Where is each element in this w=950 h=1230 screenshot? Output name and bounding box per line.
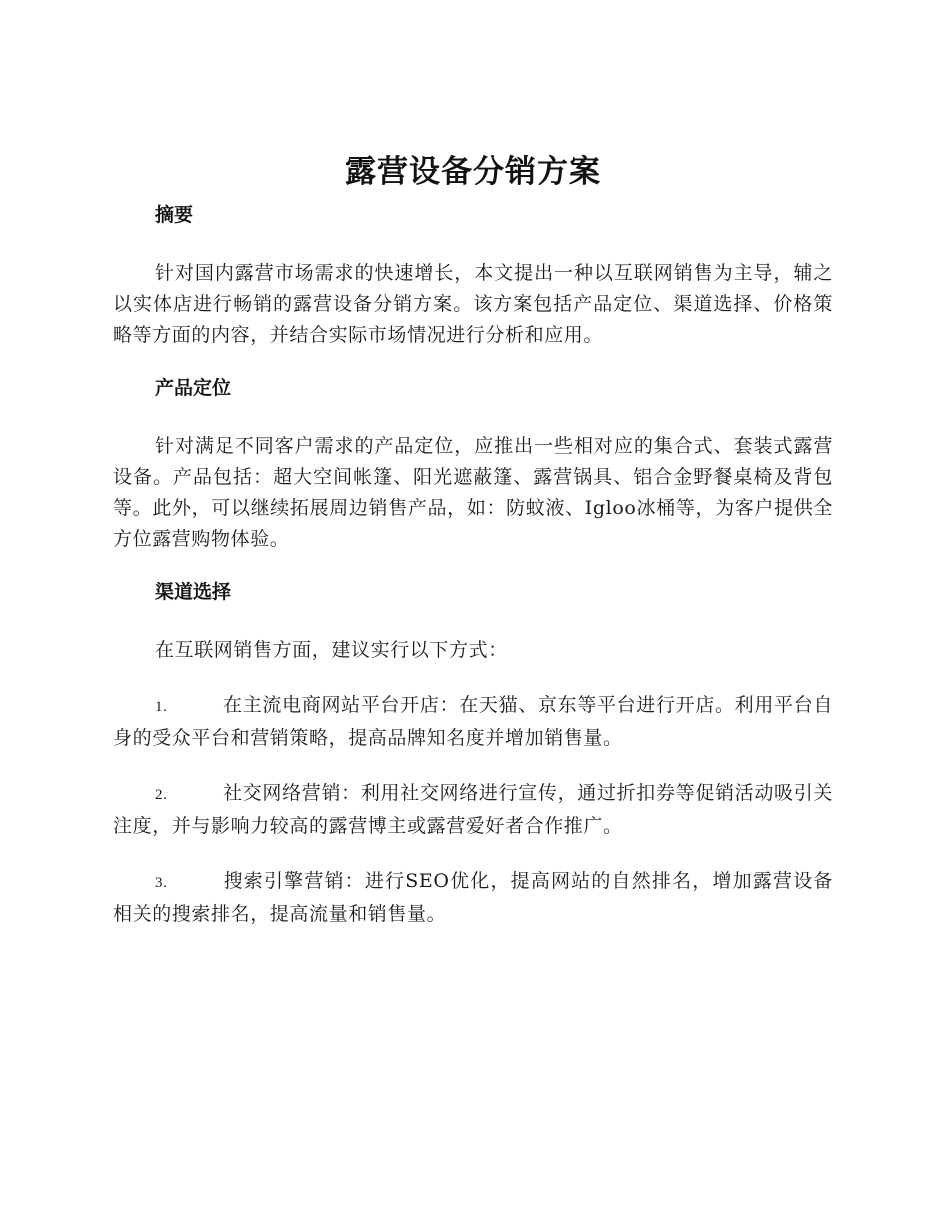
document-title: 露营设备分销方案 — [345, 154, 601, 190]
list-item — [113, 778, 833, 842]
list-number: 2. — [155, 787, 168, 803]
list-item-text: 搜索引擎营销：进行SEO优化，提高网站的自然排名，增加露营设备相关的搜索排名，提高流量和销售量。 — [113, 870, 833, 925]
section-heading-abstract: 摘要 — [155, 204, 194, 226]
channels-intro-paragraph: 在互联网销售方面，建议实行以下方式： — [155, 639, 508, 661]
list-item — [113, 866, 833, 930]
section-heading-positioning: 产品定位 — [155, 377, 232, 399]
positioning-paragraph: 针对满足不同客户需求的产品定位，应推出一些相对应的集合式、套装式露营设备。产品包括：超大空间帐篷、阳光遮蔽篷、露营锅具、铝合金野餐桌椅及背包等。此外，可以继续拓展周边销售产品，如：防蚊液、Igloo冰桶等，为客户提供全方位露营购物体验。 — [113, 435, 833, 550]
document-page — [113, 150, 833, 930]
list-item-text: 在主流电商网站平台开店：在天猫、京东等平台进行开店。利用平台自身的受众平台和营销策略，提高品牌知名度并增加销售量。 — [113, 694, 833, 749]
list-item-text: 社交网络营销：利用社交网络进行宣传，通过折扣券等促销活动吸引关注度，并与影响力较高的露营博主或露营爱好者合作推广。 — [113, 782, 833, 837]
list-number: 3. — [155, 875, 168, 891]
abstract-paragraph: 针对国内露营市场需求的快速增长，本文提出一种以互联网销售为主导，辅之以实体店进行畅销的露营设备分销方案。该方案包括产品定位、渠道选择、价格策略等方面的内容，并结合实际市场情况进行分析和应用。 — [113, 262, 833, 346]
section-heading-channels: 渠道选择 — [155, 581, 232, 603]
list-number: 1. — [155, 699, 168, 715]
list-item — [113, 690, 833, 754]
